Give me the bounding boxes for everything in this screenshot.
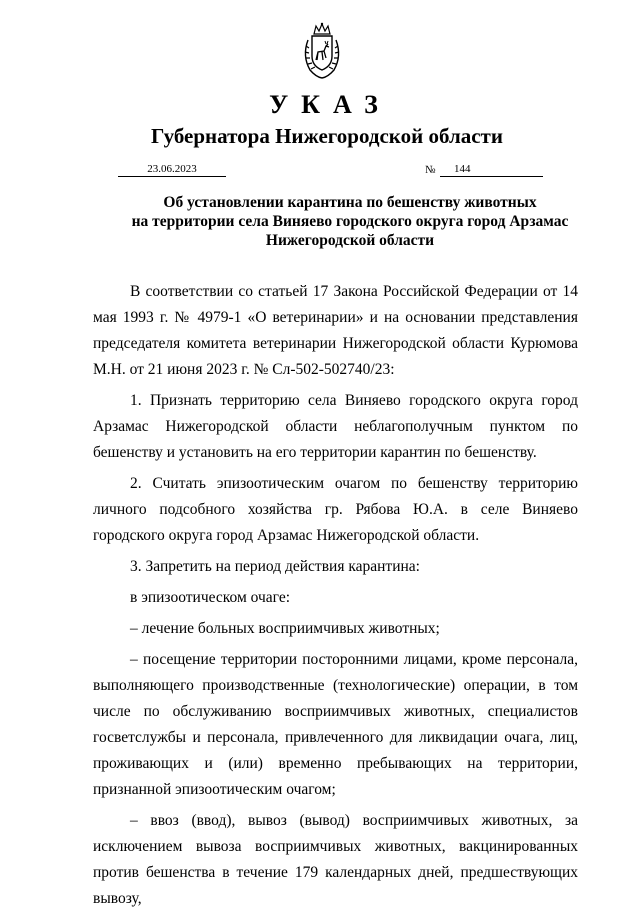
decree-heading — [0, 193, 640, 250]
paragraph-outbreak-zone: в эпизоотическом очаге: — [130, 589, 291, 606]
document-subtitle: Губернатора Нижегородской области — [151, 124, 503, 148]
heading-line-1: Об установлении карантина по бешенству животных — [163, 194, 537, 211]
paragraph-item-2: 2. Считать эпизоотическим очагом по бешенству территорию личного подсобного хозяйства гр. Рябова Ю.А. в селе Виняево городского округа город Арзамас Нижегородской области. — [93, 475, 578, 544]
paragraph-ban-visits: – посещение территории посторонними лицами, кроме персонала, выполняющего производственные (технологические) операции, в том числе по обслуживанию восприимчивых животных, специалистов госветслужбы и персонала, привлеченного для ликвидации очага, лиц, проживающих и (или) временно пребывающих на территории, признанной эпизоотическим очагом; — [93, 651, 578, 798]
paragraph-item-3: 3. Запретить на период действия карантина: — [130, 558, 420, 575]
paragraph-ban-import-export: – ввоз (ввод), вывоз (вывод) восприимчивых животных, за исключением вывоза восприимчивых животных, вакцинированных против бешенства в течение 179 календарных дней, предшествующих вывозу, — [93, 812, 578, 907]
coat-of-arms-icon — [300, 22, 344, 80]
paragraph-preamble: В соответствии со статьей 17 Закона Российской Федерации от 14 мая 1993 г. № 4979-1 «О ветеринарии» и на основании представления председателя комитета ветеринарии Нижегородской области Курюмова М.Н. от 21 июня 2023 г. № Сл-502-502740/23: — [93, 283, 578, 378]
document-date: 23.06.2023 — [118, 163, 226, 177]
number-label: № — [425, 164, 436, 176]
heading-line-3: Нижегородской области — [265, 232, 435, 249]
paragraph-item-1: 1. Признать территорию села Виняево городского округа город Арзамас Нижегородской области неблагополучным пунктом по бешенству и установить на его территории карантин по бешенству. — [93, 392, 578, 461]
document-title: УКАЗ — [269, 90, 391, 119]
paragraph-ban-treatment: – лечение больных восприимчивых животных; — [130, 620, 440, 637]
document-number: 144 — [440, 163, 543, 177]
decree-body — [93, 279, 578, 917]
heading-line-2: на территории села Виняево городского округа город Арзамас — [131, 213, 569, 230]
